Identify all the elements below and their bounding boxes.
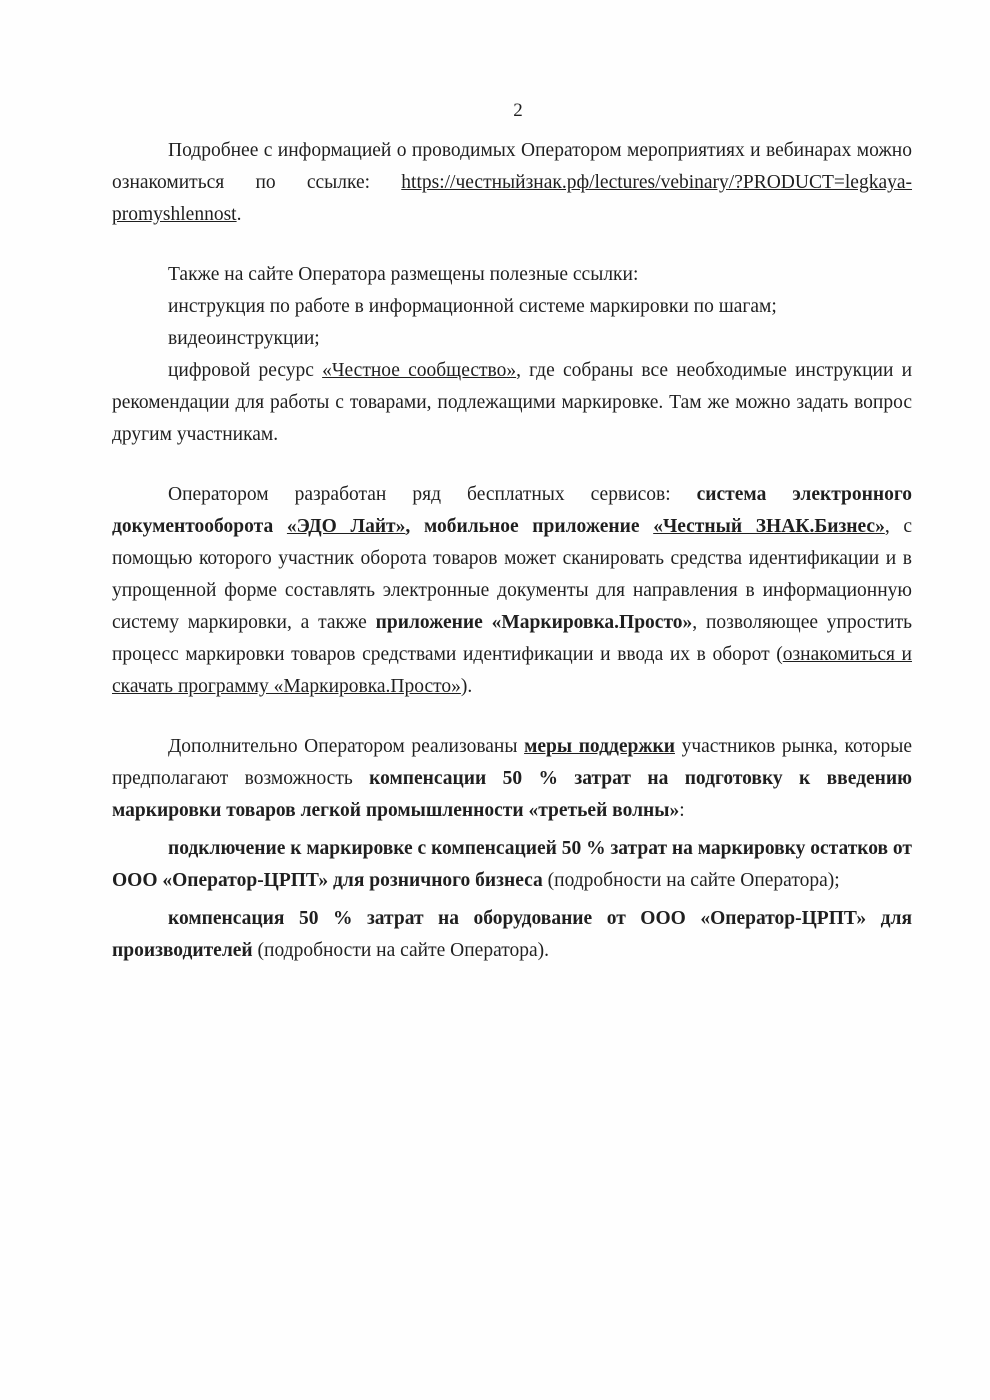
retail-compensation-note: (подробности на сайте Оператора); — [542, 870, 840, 891]
markirovka-download-link[interactable]: ознакомиться и скачать программу «Маркировка.Просто» — [112, 644, 912, 697]
chestny-znak-business-label: «Честный ЗНАК.Бизнес» — [653, 516, 885, 537]
services-text-2: , с помощью которого участник оборота товаров может сканировать средства идентификации и в упрощенной форме составлять электронные документы для направления в информационную систему маркировки, а также — [112, 516, 913, 633]
support-measures-link[interactable] — [524, 736, 675, 757]
support-text-2: участников рынка, которые предполагают возможность — [112, 736, 912, 789]
community-link[interactable]: «Честное сообщество» — [322, 360, 517, 381]
document-body — [112, 135, 912, 967]
useful-link-community — [112, 355, 912, 451]
useful-link-video: видеоинструкции; — [168, 328, 320, 349]
chestny-znak-business-link[interactable] — [653, 516, 885, 537]
webinars-end: . — [236, 204, 242, 225]
equipment-compensation-bold: компенсация 50 % затрат на оборудование от ООО «Оператор-ЦРПТ» для производителей — [112, 908, 912, 961]
paragraph-services — [112, 479, 912, 703]
paragraph-retail-compensation — [112, 833, 912, 897]
community-text-rest: , где собраны все необходимые инструкции и рекомендации для работы с товарами, подлежащими маркировке. Там же можно задать вопрос другим участникам. — [112, 360, 912, 445]
support-compensation: компенсации 50 % затрат на подготовку к введению маркировки товаров легкой промышленности «третьей волны» — [112, 768, 913, 821]
useful-link-instructions: инструкция по работе в информационной системе маркировки по шагам; — [168, 296, 777, 317]
services-mobile-app: , мобильное приложение — [405, 516, 640, 537]
paragraph-equipment-compensation — [112, 903, 912, 967]
services-markirovka-app: приложение «Маркировка.Просто» — [375, 612, 693, 633]
webinars-link[interactable]: https://честныйзнак.рф/lectures/vebinary/?PRODUCT=legkaya-promyshlennost — [112, 172, 913, 225]
services-text-3: , позволяющее упростить процесс маркировки товаров средствами идентификации и ввода их в оборот ( — [112, 612, 912, 665]
useful-links-intro: Также на сайте Оператора размещены полезные ссылки: — [168, 264, 639, 285]
equipment-compensation-note: (подробности на сайте Оператора). — [252, 940, 550, 961]
support-measures-label: меры поддержки — [524, 736, 675, 757]
edo-lite-label: «ЭДО Лайт» — [286, 516, 406, 537]
edo-lite-link[interactable] — [287, 516, 405, 537]
support-text-3: : — [679, 800, 685, 821]
webinars-text: Подробнее с информацией о проводимых Оператором мероприятиях и вебинарах можно ознакомиться по ссылке: — [112, 140, 912, 193]
page-number: 2 — [513, 100, 523, 121]
services-text-4: ). — [460, 676, 473, 697]
paragraph-support — [112, 731, 912, 827]
services-text-1: Оператором разработан ряд бесплатных сервисов: — [168, 484, 697, 505]
community-text-start: цифровой ресурс — [168, 360, 314, 381]
retail-compensation-bold: подключение к маркировке с компенсацией 50 % затрат на маркировку остатков от ООО «Оператор-ЦРПТ» для розничного бизнеса — [112, 838, 912, 891]
support-text-1: Дополнительно Оператором реализованы — [168, 736, 525, 757]
services-edo-system: система электронного документооборота — [112, 484, 912, 537]
paragraph-webinars — [112, 135, 912, 231]
